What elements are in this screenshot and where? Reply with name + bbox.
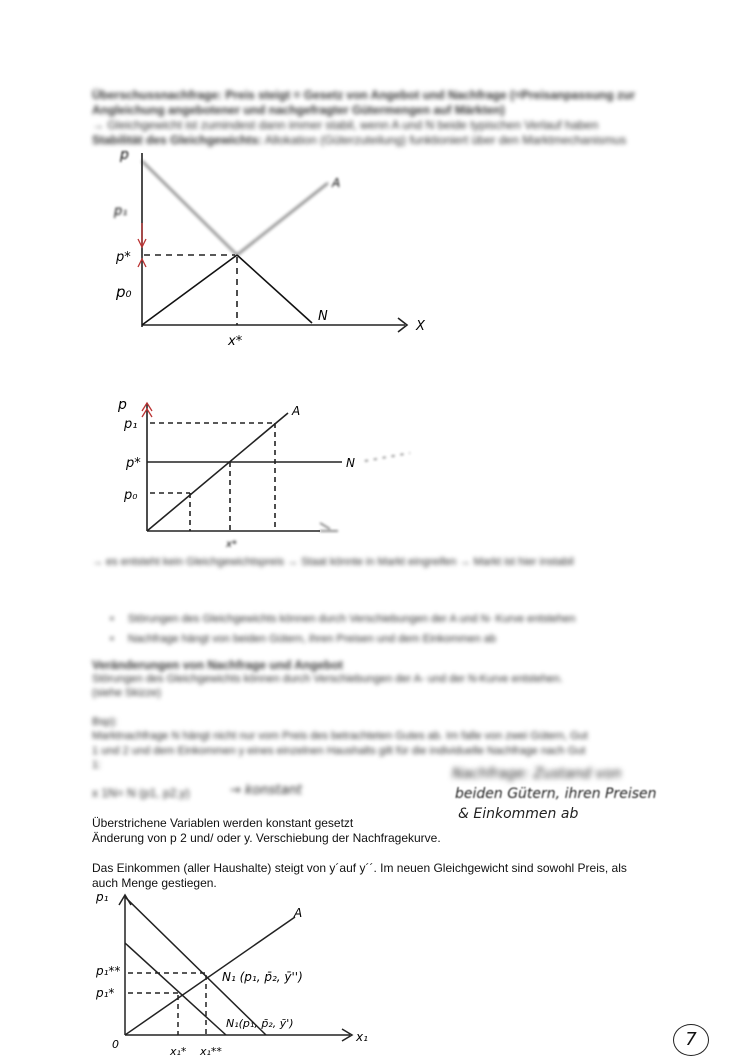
chart-1-y-label: p xyxy=(120,147,129,163)
stability-heading: Stabilität des Gleichgewichts: xyxy=(92,133,263,147)
body-text-line-3: Das Einkommen (aller Haushalte) steigt von y´auf y´´. Im neuen Gleichgewicht sind sowohl Preis, als xyxy=(92,861,627,875)
header-line-1: Überschussnachfrage: Preis steigt = Gesetz von Angebot und Nachfrage (=Preisanpassung zur xyxy=(92,88,636,102)
chart-3-x-axis-label: x₁ xyxy=(356,1030,368,1044)
chart-3-demand-old xyxy=(125,943,226,1035)
chart-3-xstar-new-label: x₁** xyxy=(200,1045,222,1058)
header-line-3: → Gleichgewicht ist zumindest dann immer stabil, wenn A und N beide typischen Verlauf haben xyxy=(92,118,599,132)
chart-1-p0-label: p₀ xyxy=(116,283,132,301)
chart-1-supply-label: A xyxy=(332,176,341,190)
chart-1-demand-upper xyxy=(142,161,237,255)
chart-2-supply-label: A xyxy=(292,404,301,418)
formula-handwritten-note: → konstant xyxy=(230,783,302,798)
hand-note-line-2: beiden Gütern, ihren Preisen xyxy=(455,786,657,802)
chart-1-demand-label: N xyxy=(318,309,328,324)
bullet-list xyxy=(110,613,576,653)
page-number: 7 xyxy=(673,1024,709,1056)
chart-3-demand-new xyxy=(125,897,266,1035)
chart-2-p0-label: p₀ xyxy=(124,488,138,503)
chart-3-pstar-label: p₁* xyxy=(96,986,115,1000)
chart-1-demand-lower xyxy=(237,255,312,323)
chart-3-demand-old-label: N₁(p₁, p̄₂, ȳ') xyxy=(226,1017,294,1030)
chart-3-demand-shift xyxy=(88,885,388,1060)
stability-text: Allokation (Güterzuteilung) funktioniert über den Marktmechanismus xyxy=(262,133,627,147)
chart-2-xstar-label: x* xyxy=(226,539,237,550)
hand-note-line-1: Nachfrage: Zustand von xyxy=(452,766,622,782)
chart-3-supply-label: A xyxy=(294,906,303,920)
section-para-3: 1: xyxy=(92,759,102,771)
chart-1-pstar-label: p* xyxy=(116,250,131,265)
chart-1-xstar-label: x* xyxy=(228,334,243,349)
section-line-2: (siehe Skizze) xyxy=(92,687,162,699)
section-para-1: Marktnachfrage N hängt nicht nur vom Preis des betrachteten Gutes ab. Im falle von zwei Gütern, Gut xyxy=(92,730,588,742)
chart-2-horizontal-demand xyxy=(110,393,430,553)
chart-3-xstar-label: x₁* xyxy=(170,1045,187,1058)
chart-3-demand-new-label: N₁ (p₁, p̄₂, ȳ'') xyxy=(222,970,303,984)
chart-1-supply-lower xyxy=(142,255,237,325)
section-line-1: Störungen des Gleichgewichts können durch Verschiebungen der A- und der N-Kurve entstehen. xyxy=(92,673,563,685)
chart-2-y-label: p xyxy=(118,397,127,413)
chart-2-pstar-label: p* xyxy=(126,456,141,471)
bullet-item: • Nachfrage hängt von beiden Gütern, ihren Preisen und dem Einkommen ab xyxy=(110,633,576,653)
body-text-line-2: Änderung von p 2 und/ oder y. Verschiebung der Nachfragekurve. xyxy=(92,831,441,845)
chart-1-supply-upper xyxy=(237,183,328,255)
section-bsp: Bsp): xyxy=(92,716,118,728)
chart-3-pstar-new-label: p₁** xyxy=(96,964,121,978)
chart-1-p1-label: p₁ xyxy=(114,204,128,219)
chart-2-x-arrow xyxy=(320,523,330,529)
chart-1-supply-demand xyxy=(100,145,430,350)
chart-3-origin-label: 0 xyxy=(112,1038,119,1051)
header-line-2: Angleichung angebotener und nachgefragter Gütermengen auf Märkten) xyxy=(92,103,505,117)
chart-2-p1-label: p₁ xyxy=(124,417,138,432)
note-after-chart-2: → es entsteht kein Gleichgewichtspreis → Staat könnte in Markt eingreifen → Markt ist hier instabil xyxy=(92,556,574,568)
hand-note-line-3: & Einkommen ab xyxy=(458,806,579,822)
chart-3-y-label: p₁ xyxy=(96,890,109,904)
chart-2-supply-curve xyxy=(147,413,288,531)
bullet-item: • Störungen des Gleichgewichts können durch Verschiebungen der A und N- Kurve entstehen xyxy=(110,613,576,633)
chart-2-demand-label: N xyxy=(346,456,355,470)
demand-formula: x 1N= N (p1, p2,y) xyxy=(92,786,190,800)
section-para-2: 1 und 2 und dem Einkommen y eines einzelnen Haushalts gilt für die individuelle Nachfrage nach Gut xyxy=(92,745,586,757)
body-text-line-4: auch Menge gestiegen. xyxy=(92,876,217,890)
body-text-line-1: Überstrichene Variablen werden konstant gesetzt xyxy=(92,816,354,830)
chart-1-x-axis-label: X xyxy=(416,319,425,334)
section-title: Veränderungen von Nachfrage und Angebot xyxy=(92,658,343,672)
